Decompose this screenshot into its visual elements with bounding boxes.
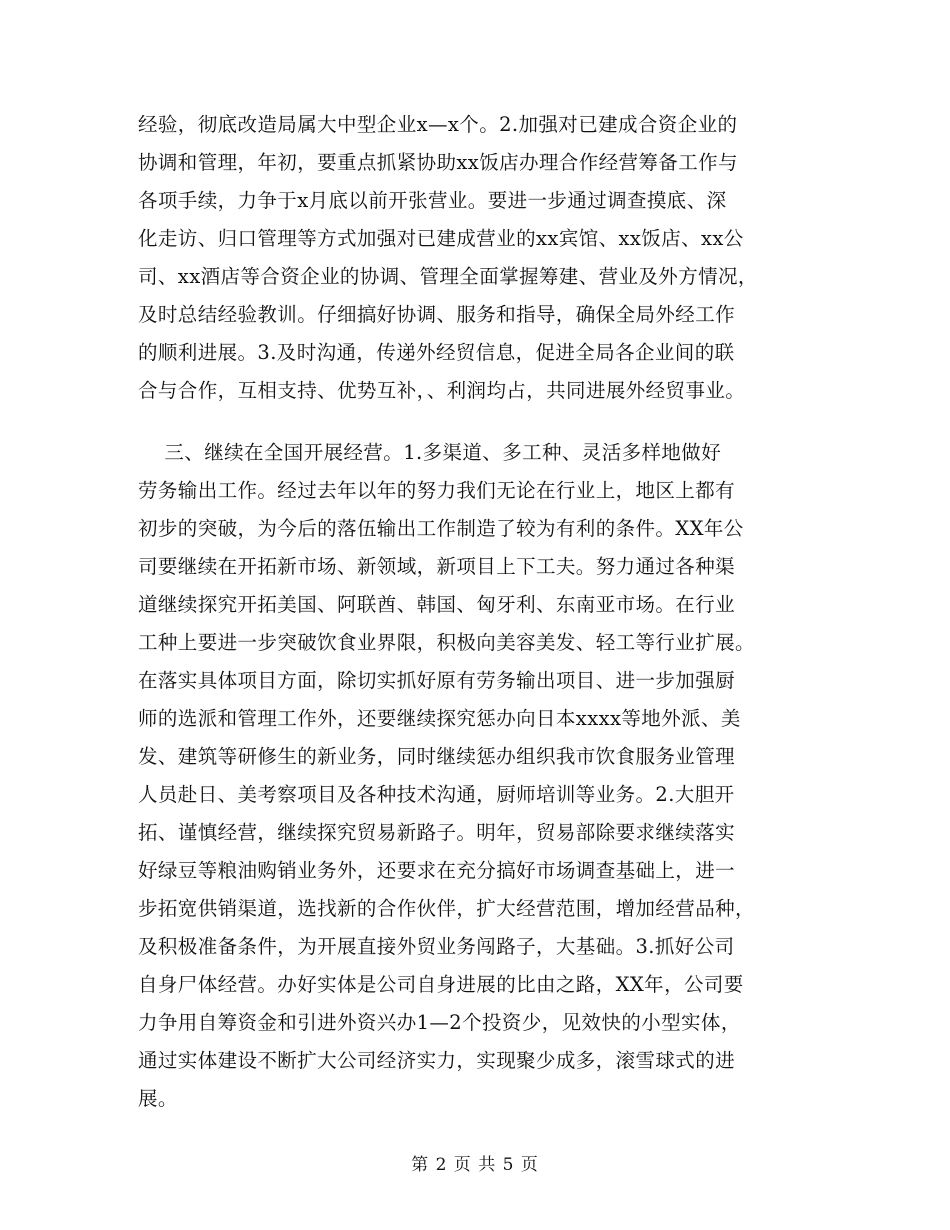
text-line: 劳务输出工作。经过去年以年的努力我们无论在行业上，地区上都有	[138, 479, 736, 502]
text-line: 合与合作，互相支持、优势互补，、利润均占，共同进展外经贸事业。	[138, 379, 746, 402]
text-line: 司、xx酒店等合资企业的协调、管理全面掌握筹建、营业及外方情况，	[138, 265, 758, 288]
paragraph-section-three	[138, 434, 818, 1118]
text-line: 各项手续，力争于x月底以前开张营业。要进一步通过调查摸底、深	[138, 189, 727, 212]
text-line: 协调和管理，年初，要重点抓紧协助xx饭店办理合作经营筹备工作与	[138, 151, 738, 174]
text-line: 道继续探究开拓美国、阿联酋、韩国、匈牙利、东南亚市场。在行业	[138, 593, 736, 616]
text-line: 师的选派和管理工作外，还要继续探究惩办向日本xxxx等地外派、美	[138, 707, 741, 730]
text-line: 人员赴日、美考察项目及各种技术沟通，厨师培训等业务。2.大胆开	[138, 783, 735, 806]
text-line: 三、继续在全国开展经营。1.多渠道、多工种、灵活多样地做好	[138, 441, 722, 464]
text-line: 拓、谨慎经营，继续探究贸易新路子。明年，贸易部除要求继续落实	[138, 821, 736, 844]
page-number-footer: 第 2 页 共 5 页	[411, 1155, 539, 1175]
text-line: 初步的突破，为今后的落伍输出工作制造了较为有利的条件。XX年公	[138, 517, 744, 540]
text-line: 及时总结经验教训。仔细搞好协调、服务和指导，确保全局外经工作	[138, 303, 736, 326]
text-line: 自身尸体经营。办好实体是公司自身进展的比由之路，XX年，公司要	[138, 973, 744, 996]
text-line: 展。	[138, 1087, 178, 1110]
text-line: 力争用自筹资金和引进外资兴办1—2个投资少，见效快的小型实体，	[138, 1011, 741, 1034]
text-line: 及积极准备条件，为开展直接外贸业务闯路子，大基础。3.抓好公司	[138, 935, 735, 958]
text-line: 在落实具体项目方面，除切实抓好原有劳务输出项目、进一步加强厨	[138, 669, 736, 692]
paragraph-continued	[138, 106, 818, 410]
text-line: 好绿豆等粮油购销业务外，还要求在充分搞好市场调查基础上，进一	[138, 859, 736, 882]
text-line: 工种上要进一步突破饮食业界限，积极向美容美发、轻工等行业扩展。	[138, 631, 755, 654]
text-line: 步拓宽供销渠道，选找新的合作伙伴，扩大经营范围，增加经营品种，	[138, 897, 755, 920]
text-line: 化走访、归口管理等方式加强对已建成营业的xx宾馆、xx饭店、xx公	[138, 227, 744, 250]
text-line: 通过实体建设不断扩大公司经济实力，实现聚少成多，滚雪球式的进	[138, 1049, 736, 1072]
text-line: 的顺利进展。3.及时沟通，传递外经贸信息，促进全局各企业间的联	[138, 341, 735, 364]
text-line: 发、建筑等研修生的新业务，同时继续惩办组织我市饮食服务业管理	[138, 745, 736, 768]
text-line: 经验，彻底改造局属大中型企业x—x个。2.加强对已建成合资企业的	[138, 113, 738, 136]
text-line: 司要继续在开拓新市场、新领域，新项目上下工夫。努力通过各种渠	[138, 555, 736, 578]
